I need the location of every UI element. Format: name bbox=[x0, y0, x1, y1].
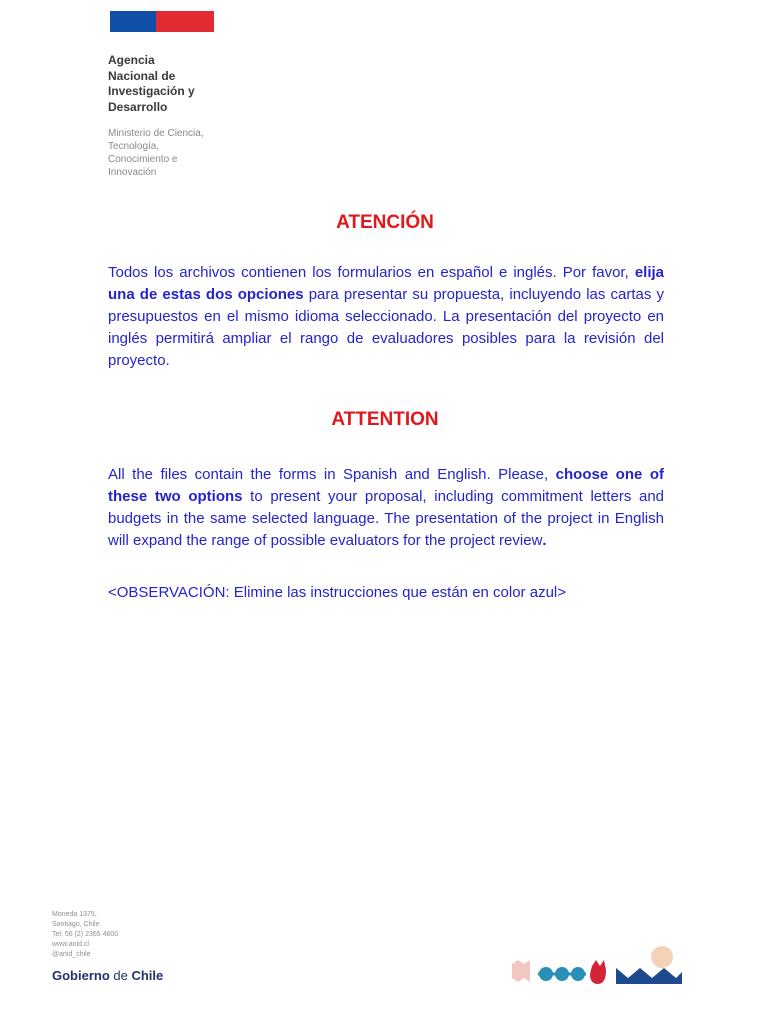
ministry-line: Tecnología, bbox=[108, 141, 160, 152]
address-block bbox=[52, 910, 118, 960]
agency-line: Agencia bbox=[108, 53, 155, 67]
english-title: ATTENTION bbox=[331, 409, 439, 430]
address-line: Moneda 1375, bbox=[52, 911, 97, 918]
chile-flag-bar bbox=[110, 11, 214, 32]
text-span: Todos los archivos contienen los formularios en español e inglés. Por favor, bbox=[108, 264, 635, 281]
address-line: Tel: 56 (2) 2365 4600 bbox=[52, 931, 119, 938]
bold-emphasis: choose one of these two options bbox=[108, 466, 664, 505]
text-span: to present your proposal, including commitment letters and budgets in the same selected language. The presentation of the project in English will expand the range of possible evaluators for the project review bbox=[108, 488, 665, 549]
text-span: All the files contain the forms in Spanish and English. Please, bbox=[108, 466, 556, 483]
agency-line: Desarrollo bbox=[108, 99, 168, 114]
observation-note: <OBSERVACIÓN: Elimine las instrucciones que están en color azul> bbox=[108, 584, 566, 601]
bold-emphasis: elija una de estas dos opciones bbox=[108, 264, 664, 303]
agency-block bbox=[108, 53, 308, 179]
address-line: Santiago, Chile bbox=[52, 921, 100, 928]
ministry-name bbox=[108, 127, 308, 179]
spanish-paragraph bbox=[108, 262, 664, 372]
red-flower-shape bbox=[590, 960, 606, 984]
ministry-line: Ministerio de Ciencia, bbox=[108, 128, 204, 139]
peach-circle bbox=[651, 946, 673, 968]
pink-fold-shape bbox=[512, 960, 530, 982]
agency-line: Investigación y bbox=[108, 84, 195, 98]
spanish-title: ATENCIÓN bbox=[336, 212, 434, 233]
decorative-footer-art bbox=[512, 944, 684, 988]
blue-wave-shape bbox=[616, 968, 682, 984]
english-paragraph bbox=[108, 464, 664, 552]
gobierno-de-chile-logo bbox=[52, 968, 163, 983]
ministry-line: Conocimiento e bbox=[108, 154, 178, 165]
ministry-line: Innovación bbox=[108, 167, 157, 178]
bold-period: . bbox=[542, 532, 547, 549]
agency-line: Nacional de bbox=[108, 68, 176, 83]
logo-word: Gobierno bbox=[52, 968, 110, 983]
address-line: @anid_chile bbox=[52, 951, 91, 958]
text-span: para presentar su propuesta, incluyendo las cartas y presupuestos en el mismo idioma seleccionado. La presentación del proyecto en inglés permitirá ampliar el rango de evaluadores posibles para la revisión del proyecto. bbox=[108, 286, 664, 369]
logo-word: Chile bbox=[131, 968, 164, 983]
address-line: www.anid.cl bbox=[52, 941, 89, 948]
logo-word: de bbox=[109, 968, 132, 983]
agency-name bbox=[108, 53, 308, 115]
